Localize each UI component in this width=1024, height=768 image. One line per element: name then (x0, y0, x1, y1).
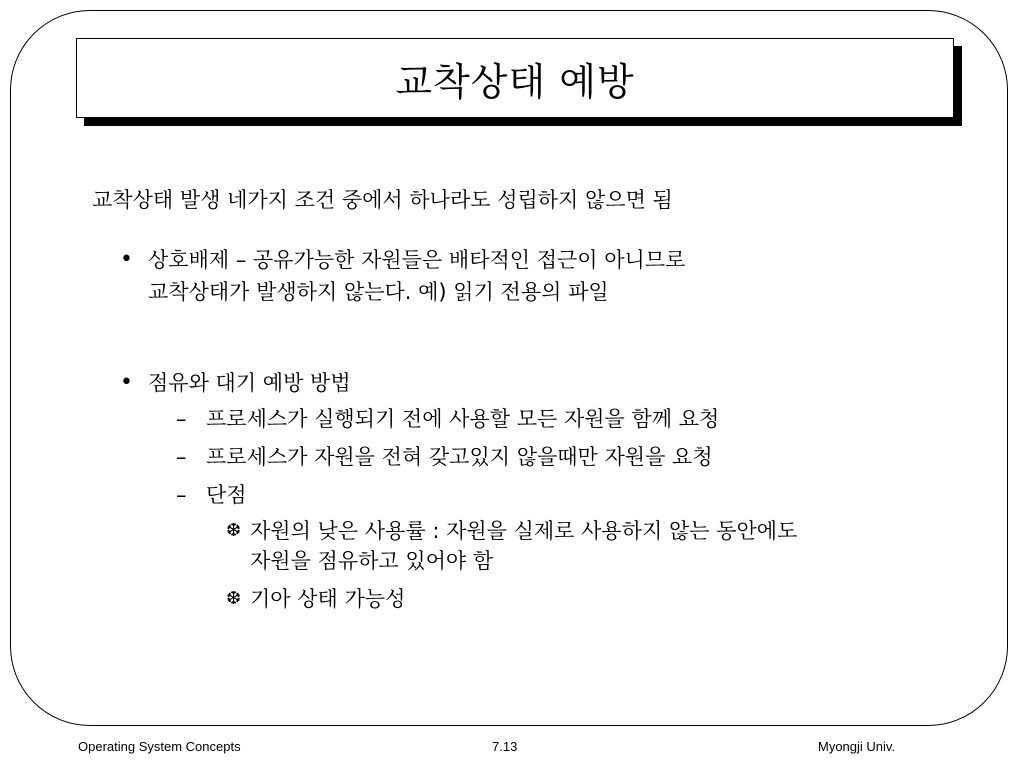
sub-item-3: 단점 (206, 483, 247, 507)
sub-sub-item-1-line-1: 자원의 낮은 사용률 : 자원을 실제로 사용하지 않는 동안에도 (250, 519, 798, 543)
bullet-marker: • (120, 370, 133, 395)
intro-text: 교착상태 발생 네가지 조건 중에서 하나라도 성립하지 않으면 됨 (92, 188, 673, 212)
bullet-1-line-2: 교착상태가 발생하지 않는다. 예) 읽기 전용의 파일 (148, 280, 609, 304)
sub-sub-item-2: 기아 상태 가능성 (250, 587, 406, 611)
title-box (76, 38, 954, 118)
bullet-1-line-1: 상호배제 – 공유가능한 자원들은 배타적인 접근이 아니므로 (148, 248, 686, 272)
bullet-2-line-1: 점유와 대기 예방 방법 (148, 371, 351, 395)
sub-item-2: 프로세스가 자원을 전혀 갖고있지 않을때만 자원을 요청 (206, 445, 713, 469)
dash-marker: – (176, 483, 187, 507)
snowflake-icon: ❆ (226, 588, 242, 609)
footer-university: Myongji Univ. (818, 739, 896, 754)
snowflake-icon: ❆ (226, 520, 242, 541)
bullet-marker: • (120, 247, 133, 272)
dash-marker: – (176, 407, 187, 431)
dash-marker: – (176, 445, 187, 469)
sub-item-1: 프로세스가 실행되기 전에 사용할 모든 자원을 함께 요청 (206, 407, 720, 431)
footer-course: Operating System Concepts (78, 739, 241, 754)
footer-page-number: 7.13 (492, 739, 518, 754)
slide-title: 교착상태 예방 (395, 59, 635, 104)
sub-sub-item-1-line-2: 자원을 점유하고 있어야 함 (250, 549, 494, 573)
